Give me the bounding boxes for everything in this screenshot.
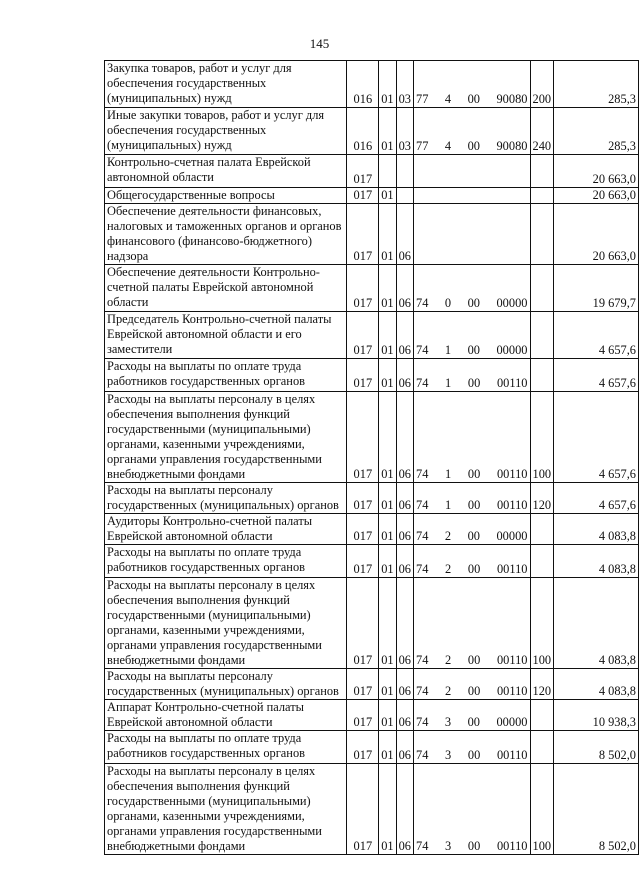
row-subsection-code: 06 (396, 700, 413, 731)
row-ved-code: 017 (347, 188, 379, 204)
row-target-article (414, 392, 531, 483)
row-name: Контрольно-счетная палата Еврейской автономной области (105, 155, 347, 188)
target-article-part: 74 (416, 839, 429, 853)
table-row (105, 731, 639, 764)
row-target-article (414, 108, 531, 155)
target-article-part: 00 (467, 715, 480, 729)
target-article-part: 3 (444, 715, 452, 729)
row-amount: 10 938,3 (554, 700, 639, 731)
row-name: Расходы на выплаты по оплате труда работников государственных органов (105, 359, 347, 392)
target-article-part: 0 (444, 296, 452, 310)
target-article-part: 2 (445, 684, 452, 698)
target-article-part: 90080 (496, 139, 528, 153)
row-target-article (414, 578, 531, 669)
row-subsection-code (396, 155, 413, 188)
row-target-article (414, 514, 531, 545)
row-section-code: 01 (379, 265, 396, 312)
table-row (105, 155, 639, 188)
row-section-code: 01 (379, 312, 396, 359)
row-section-code (379, 155, 396, 188)
row-section-code: 01 (379, 392, 396, 483)
row-expense-type: 100 (530, 578, 554, 669)
row-expense-type: 100 (530, 764, 554, 855)
target-article-part: 2 (445, 562, 452, 576)
row-section-code: 01 (379, 204, 396, 265)
table-row (105, 392, 639, 483)
row-target-article (414, 61, 531, 108)
target-article-parts (416, 498, 528, 513)
row-target-article (414, 483, 531, 514)
target-article-part: 00000 (496, 296, 528, 310)
table-row (105, 483, 639, 514)
target-article-part: 00110 (496, 684, 528, 698)
target-article-parts (416, 684, 528, 699)
target-article-part: 00 (467, 376, 481, 390)
target-article-part: 00000 (496, 343, 528, 357)
row-expense-type (530, 545, 554, 578)
row-subsection-code: 06 (396, 204, 413, 265)
row-amount: 4 657,6 (554, 312, 639, 359)
row-expense-type (530, 155, 554, 188)
target-article-part: 74 (416, 529, 429, 543)
row-name: Расходы на выплаты по оплате труда работников государственных органов (105, 545, 347, 578)
row-expense-type (530, 700, 554, 731)
row-amount: 4 657,6 (554, 392, 639, 483)
target-article-part: 00110 (496, 653, 528, 667)
budget-table (104, 60, 639, 855)
target-article-part: 74 (416, 376, 429, 390)
row-target-article (414, 731, 531, 764)
row-subsection-code: 06 (396, 731, 413, 764)
row-section-code: 01 (379, 359, 396, 392)
target-article-part: 00 (467, 562, 481, 576)
row-expense-type: 200 (530, 61, 554, 108)
row-amount: 20 663,0 (554, 204, 639, 265)
row-ved-code: 017 (347, 731, 379, 764)
page-number: 145 (309, 36, 330, 51)
row-amount: 8 502,0 (554, 764, 639, 855)
target-article-part: 00 (467, 467, 481, 481)
row-amount: 4 657,6 (554, 483, 639, 514)
row-amount: 4 083,8 (554, 545, 639, 578)
row-ved-code: 016 (347, 61, 379, 108)
target-article-part: 74 (416, 562, 429, 576)
row-expense-type (530, 188, 554, 204)
row-expense-type: 240 (530, 108, 554, 155)
row-name: Расходы на выплаты персоналу в целях обеспечения выполнения функций государственными (муниципальными) органами, казенными учреждениями, органами управления государственными внебюджетными фондами (105, 578, 347, 669)
row-section-code: 01 (379, 764, 396, 855)
row-name: Обеспечение деятельности финансовых, налоговых и таможенных органов и органов финансового (финансово-бюджетного) надзора (105, 204, 347, 265)
row-subsection-code: 06 (396, 483, 413, 514)
row-name: Расходы на выплаты персоналу в целях обеспечения выполнения функций государственными (муниципальными) органами, казенными учреждениями, органами управления государственными внебюджетными фондами (105, 392, 347, 483)
row-name: Расходы на выплаты по оплате труда работников государственных органов (105, 731, 347, 764)
target-article-part: 74 (416, 653, 429, 667)
row-target-article (414, 204, 531, 265)
row-expense-type (530, 731, 554, 764)
target-article-part: 00110 (496, 562, 528, 576)
row-section-code: 01 (379, 700, 396, 731)
row-amount: 4 083,8 (554, 578, 639, 669)
row-section-code: 01 (379, 61, 396, 108)
row-target-article (414, 188, 531, 204)
target-article-parts (416, 562, 528, 577)
row-ved-code: 017 (347, 545, 379, 578)
row-name: Аппарат Контрольно-счетной палаты Еврейской автономной области (105, 700, 347, 731)
table-row (105, 359, 639, 392)
row-subsection-code: 06 (396, 514, 413, 545)
target-article-part: 90080 (496, 92, 528, 106)
row-amount: 285,3 (554, 108, 639, 155)
target-article-parts (416, 296, 528, 311)
target-article-part: 00 (467, 296, 480, 310)
target-article-part: 00 (467, 498, 481, 512)
target-article-part: 00 (467, 839, 481, 853)
target-article-part: 3 (445, 748, 452, 762)
budget-table-body (105, 61, 639, 855)
row-amount: 4 657,6 (554, 359, 639, 392)
row-target-article (414, 359, 531, 392)
target-article-part: 2 (445, 653, 452, 667)
row-ved-code: 017 (347, 359, 379, 392)
target-article-parts (416, 715, 528, 730)
row-ved-code: 017 (347, 514, 379, 545)
row-target-article (414, 545, 531, 578)
target-article-part: 77 (416, 139, 429, 153)
row-ved-code: 016 (347, 108, 379, 155)
target-article-part: 1 (445, 376, 452, 390)
row-section-code: 01 (379, 483, 396, 514)
row-ved-code: 017 (347, 312, 379, 359)
target-article-part: 1 (444, 343, 452, 357)
table-row (105, 312, 639, 359)
target-article-parts (416, 139, 528, 154)
row-subsection-code: 06 (396, 578, 413, 669)
row-section-code: 01 (379, 108, 396, 155)
target-article-part: 74 (416, 296, 429, 310)
target-article-part: 2 (444, 529, 452, 543)
row-ved-code: 017 (347, 155, 379, 188)
target-article-part: 74 (416, 498, 429, 512)
target-article-part: 00 (467, 748, 481, 762)
row-name: Общегосударственные вопросы (105, 188, 347, 204)
row-name: Аудиторы Контрольно-счетной палаты Еврейской автономной области (105, 514, 347, 545)
row-subsection-code (396, 188, 413, 204)
target-article-part: 00110 (496, 498, 528, 512)
row-ved-code: 017 (347, 392, 379, 483)
row-subsection-code: 03 (396, 108, 413, 155)
target-article-part: 74 (416, 715, 429, 729)
row-ved-code: 017 (347, 204, 379, 265)
row-ved-code: 017 (347, 764, 379, 855)
row-amount: 4 083,8 (554, 669, 639, 700)
target-article-part: 74 (416, 467, 429, 481)
table-row (105, 108, 639, 155)
row-name: Обеспечение деятельности Контрольно-счетной палаты Еврейской автономной области (105, 265, 347, 312)
target-article-parts (416, 653, 528, 668)
table-row (105, 578, 639, 669)
row-subsection-code: 03 (396, 61, 413, 108)
row-subsection-code: 06 (396, 764, 413, 855)
target-article-part: 00 (467, 684, 481, 698)
target-article-part: 1 (445, 467, 452, 481)
row-ved-code: 017 (347, 265, 379, 312)
target-article-part: 00000 (496, 529, 528, 543)
row-expense-type: 100 (530, 392, 554, 483)
row-name: Расходы на выплаты персоналу государственных (муниципальных) органов (105, 669, 347, 700)
row-target-article (414, 265, 531, 312)
row-ved-code: 017 (347, 669, 379, 700)
target-article-part: 00110 (496, 376, 528, 390)
row-subsection-code: 06 (396, 265, 413, 312)
row-section-code: 01 (379, 731, 396, 764)
row-target-article (414, 669, 531, 700)
row-expense-type (530, 204, 554, 265)
target-article-parts (416, 529, 528, 544)
table-row (105, 188, 639, 204)
row-amount: 8 502,0 (554, 731, 639, 764)
row-subsection-code: 06 (396, 312, 413, 359)
target-article-part: 00110 (496, 748, 528, 762)
target-article-part: 4 (444, 92, 452, 106)
row-name: Расходы на выплаты персоналу в целях обеспечения выполнения функций государственными (муниципальными) органами, казенными учреждениями, органами управления государственными внебюджетными фондами (105, 764, 347, 855)
table-row (105, 669, 639, 700)
row-amount: 20 663,0 (554, 188, 639, 204)
target-article-part: 00 (467, 343, 480, 357)
target-article-part: 00110 (496, 467, 528, 481)
target-article-parts (416, 376, 528, 391)
target-article-part: 00 (467, 139, 480, 153)
row-subsection-code: 06 (396, 545, 413, 578)
row-subsection-code: 06 (396, 392, 413, 483)
row-target-article (414, 312, 531, 359)
target-article-parts (416, 92, 528, 107)
row-section-code: 01 (379, 545, 396, 578)
row-name: Закупка товаров, работ и услуг для обеспечения государственных (муниципальных) нужд (105, 61, 347, 108)
row-ved-code: 017 (347, 700, 379, 731)
target-article-part: 00 (467, 529, 480, 543)
table-row (105, 514, 639, 545)
table-row (105, 61, 639, 108)
row-subsection-code: 06 (396, 669, 413, 700)
row-amount: 4 083,8 (554, 514, 639, 545)
table-row (105, 764, 639, 855)
target-article-part: 4 (444, 139, 452, 153)
target-article-part: 74 (416, 684, 429, 698)
target-article-part: 00000 (496, 715, 528, 729)
target-article-part: 00 (467, 653, 481, 667)
row-section-code: 01 (379, 514, 396, 545)
row-expense-type (530, 265, 554, 312)
target-article-parts (416, 343, 528, 358)
target-article-part: 74 (416, 748, 429, 762)
row-expense-type (530, 514, 554, 545)
row-name: Председатель Контрольно-счетной палаты Еврейской автономной области и его заместители (105, 312, 347, 359)
row-subsection-code: 06 (396, 359, 413, 392)
row-name: Иные закупки товаров, работ и услуг для обеспечения государственных (муниципальных) нужд (105, 108, 347, 155)
row-target-article (414, 155, 531, 188)
target-article-parts (416, 467, 528, 482)
target-article-part: 3 (445, 839, 452, 853)
target-article-part: 00110 (496, 839, 528, 853)
table-row (105, 700, 639, 731)
row-section-code: 01 (379, 188, 396, 204)
target-article-part: 00 (467, 92, 480, 106)
table-row (105, 265, 639, 312)
target-article-parts (416, 748, 528, 763)
row-ved-code: 017 (347, 578, 379, 669)
table-row (105, 545, 639, 578)
row-amount: 20 663,0 (554, 155, 639, 188)
row-target-article (414, 700, 531, 731)
row-ved-code: 017 (347, 483, 379, 514)
row-amount: 19 679,7 (554, 265, 639, 312)
target-article-part: 1 (445, 498, 452, 512)
row-expense-type (530, 359, 554, 392)
row-expense-type: 120 (530, 669, 554, 700)
target-article-part: 77 (416, 92, 429, 106)
table-row (105, 204, 639, 265)
row-target-article (414, 764, 531, 855)
row-expense-type (530, 312, 554, 359)
row-amount: 285,3 (554, 61, 639, 108)
target-article-parts (416, 839, 528, 854)
row-section-code: 01 (379, 669, 396, 700)
row-name: Расходы на выплаты персоналу государственных (муниципальных) органов (105, 483, 347, 514)
row-section-code: 01 (379, 578, 396, 669)
target-article-part: 74 (416, 343, 429, 357)
row-expense-type: 120 (530, 483, 554, 514)
